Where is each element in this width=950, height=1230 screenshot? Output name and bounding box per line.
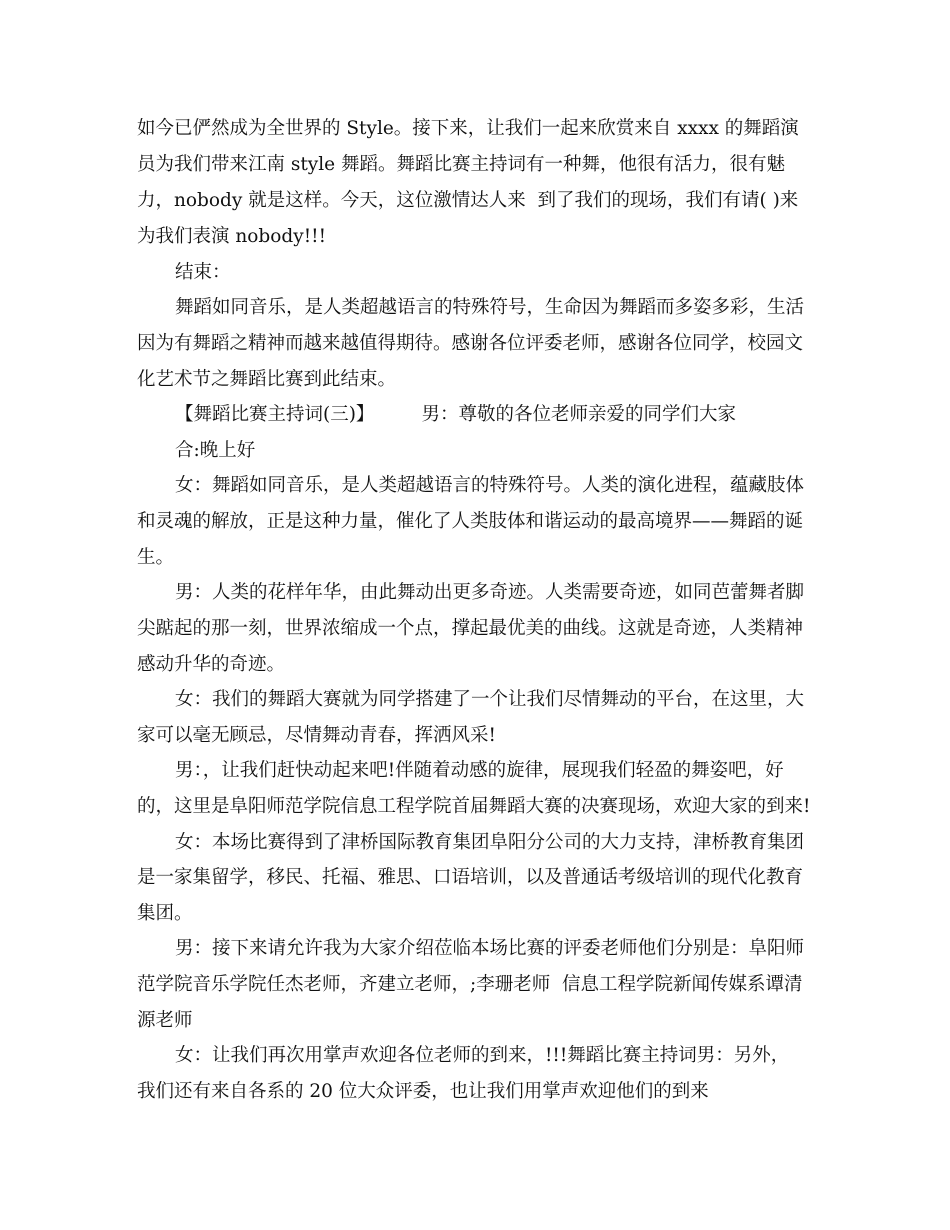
text-line: 力，nobody 就是这样。今天，这位激情达人来 到了我们的现场，我们有请( )来 — [137, 190, 799, 211]
text-line: 是一家集留学，移民、托福、雅思、口语培训，以及普通话考级培训的现代化教育 — [137, 867, 804, 888]
text-line: 如今已俨然成为全世界的 Style。接下来，让我们一起来欣赏来自 xxxx 的舞蹈演 — [137, 118, 799, 139]
text-line: 范学院音乐学院任杰老师，齐建立老师，;李珊老师 信息工程学院新闻传媒系谭清 — [137, 974, 803, 995]
text-line: 员为我们带来江南 style 舞蹈。舞蹈比赛主持词有一种舞，他很有活力，很有魅 — [137, 154, 786, 175]
text-line: 我们还有来自各系的 20 位大众评委，也让我们用掌声欢迎他们的到来 — [137, 1081, 709, 1102]
text-line: 化艺术节之舞蹈比赛到此结束。 — [137, 369, 397, 390]
text-line: 女：本场比赛得到了津桥国际教育集团阜阳分公司的大力支持，津桥教育集团 — [175, 832, 805, 853]
text-line: 和灵魂的解放，正是这种力量，催化了人类肢体和谐运动的最高境界——舞蹈的诞 — [137, 511, 804, 532]
text-line: 女：舞蹈如同音乐，是人类超越语言的特殊符号。人类的演化进程，蕴藏肢体 — [175, 475, 805, 496]
text-line: 感动升华的奇迹。 — [137, 654, 286, 675]
text-line: 舞蹈如同音乐，是人类超越语言的特殊符号，生命因为舞蹈而多姿多彩，生活 — [175, 297, 805, 318]
text-line: 的，这里是阜阳师范学院信息工程学院首届舞蹈大赛的决赛现场，欢迎大家的到来! — [137, 796, 811, 817]
text-line: 男：接下来请允许我为大家介绍莅临本场比赛的评委老师他们分别是：阜阳师 — [175, 938, 805, 959]
text-line: 家可以毫无顾忌，尽情舞动青春，挥洒风采! — [137, 725, 496, 746]
text-line: 尖踮起的那一刻，世界浓缩成一个点，撑起最优美的曲线。这就是奇迹，人类精神 — [137, 618, 804, 639]
text-line: 集团。 — [137, 903, 193, 924]
text-line: 女：我们的舞蹈大赛就为同学搭建了一个让我们尽情舞动的平台，在这里，大 — [175, 689, 805, 710]
text-line: 男：，让我们赶快动起来吧!伴随着动感的旋律，展现我们轻盈的舞姿吧，好 — [175, 760, 784, 781]
text-line: 男：人类的花样年华，由此舞动出更多奇迹。人类需要奇迹，如同芭蕾舞者脚 — [175, 582, 805, 603]
text-line: 因为有舞蹈之精神而越来越值得期待。感谢各位评委老师，感谢各位同学，校园文 — [137, 333, 804, 354]
text-line: 生。 — [137, 547, 175, 568]
text-line: 合:晚上好 — [175, 440, 256, 461]
section-title: 【舞蹈比赛主持词(三)】 男：尊敬的各位老师亲爱的同学们大家 — [175, 404, 736, 425]
section-heading: 结束： — [175, 262, 231, 283]
text-line: 源老师 — [137, 1010, 193, 1031]
text-line: 为我们表演 nobody!!! — [137, 226, 327, 247]
text-line: 女：让我们再次用掌声欢迎各位老师的到来，!!!舞蹈比赛主持词男：另外， — [175, 1045, 790, 1066]
